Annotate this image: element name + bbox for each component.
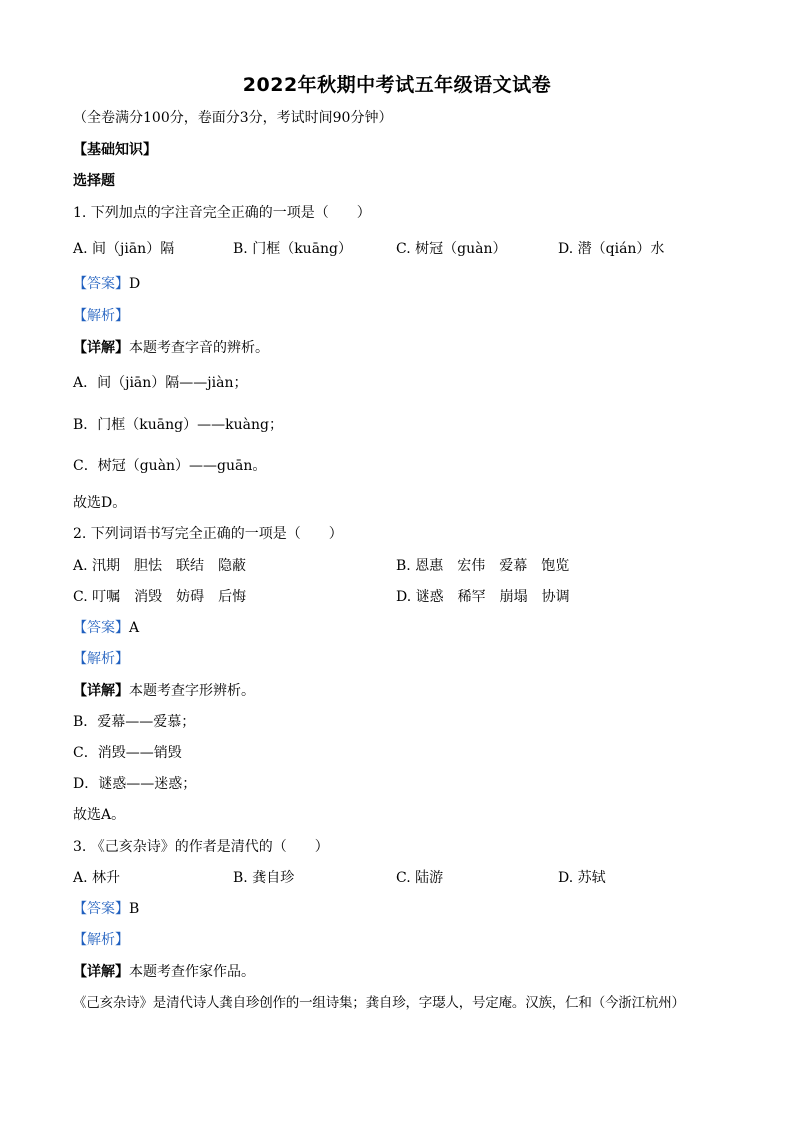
q3-analysis-label: 【解析】 — [73, 932, 129, 948]
detail-label: 【详解】 — [73, 340, 129, 356]
q3-option-a: A. 林升 — [73, 870, 121, 886]
q2-option-a: A. 汛期 胆怯 联结 隐蔽 — [73, 558, 247, 574]
page-title: 2022年秋期中考试五年级语文试卷 — [242, 74, 552, 96]
q1-analysis-label: 【解析】 — [73, 308, 129, 324]
q3-option-c: C. 陆游 — [396, 870, 444, 886]
q1-option-b: B. 门框（kuāng） — [233, 241, 353, 257]
answer-value: A — [129, 620, 140, 636]
q1-detail-line: B．门框（kuāng）——kuàng； — [73, 417, 283, 433]
q3-answer — [73, 899, 139, 919]
answer-value: B — [129, 901, 140, 917]
q1-option-a: A. 间（jiān）隔 — [73, 241, 175, 257]
q1-option-c: C. 树冠（guàn） — [396, 241, 507, 257]
q1-detail — [73, 338, 269, 358]
detail-text: 本题考查作家作品。 — [129, 964, 255, 980]
q1-conclusion: 故选D。 — [73, 495, 127, 511]
answer-label: 【答案】 — [73, 620, 129, 636]
q2-answer — [73, 618, 139, 638]
q2-detail-line: D．谜惑——迷惑； — [73, 776, 197, 792]
q3-explanation: 《己亥杂诗》是清代诗人龚自珍创作的一组诗集；龚自珍，字璱人，号定庵。汉族，仁和（今浙江杭州） — [73, 995, 685, 1011]
subtitle: （全卷满分100分，卷面分3分，考试时间90分钟） — [73, 110, 393, 126]
answer-label: 【答案】 — [73, 901, 129, 917]
q2-option-d: D. 谜惑 稀罕 崩塌 协调 — [396, 589, 570, 605]
detail-label: 【详解】 — [73, 683, 129, 699]
answer-label: 【答案】 — [73, 276, 129, 292]
section-basic-heading: 【基础知识】 — [73, 142, 157, 158]
q3-detail — [73, 962, 255, 982]
q2-option-c: C. 叮嘱 消毁 妨碍 后悔 — [73, 589, 247, 605]
q2-analysis-label: 【解析】 — [73, 651, 129, 667]
q1-option-d: D. 潜（qián）水 — [558, 241, 665, 257]
detail-text: 本题考查字音的辨析。 — [129, 340, 269, 356]
section-choice-heading: 选择题 — [73, 173, 115, 189]
q3-option-b: B. 龚自珍 — [233, 870, 295, 886]
question-2-text: 2. 下列词语书写完全正确的一项是（ ） — [73, 526, 343, 542]
q2-option-b: B. 恩惠 宏伟 爱幕 饱览 — [396, 558, 570, 574]
question-3-text: 3. 《己亥杂诗》的作者是清代的（ ） — [73, 839, 329, 855]
q1-detail-line: A．间（jiān）隔——jiàn； — [73, 375, 248, 391]
q2-detail-line: C．消毁——销毁 — [73, 745, 182, 761]
q1-answer — [73, 274, 140, 294]
q2-conclusion: 故选A。 — [73, 807, 126, 823]
q2-detail — [73, 681, 255, 701]
q1-detail-line: C．树冠（guàn）——guān。 — [73, 458, 267, 474]
detail-text: 本题考查字形辨析。 — [129, 683, 255, 699]
answer-value: D — [129, 276, 141, 292]
q2-detail-line: B．爱幕——爱慕； — [73, 714, 196, 730]
question-1-text: 1. 下列加点的字注音完全正确的一项是（ ） — [73, 205, 371, 221]
q3-option-d: D. 苏轼 — [558, 870, 606, 886]
detail-label: 【详解】 — [73, 964, 129, 980]
